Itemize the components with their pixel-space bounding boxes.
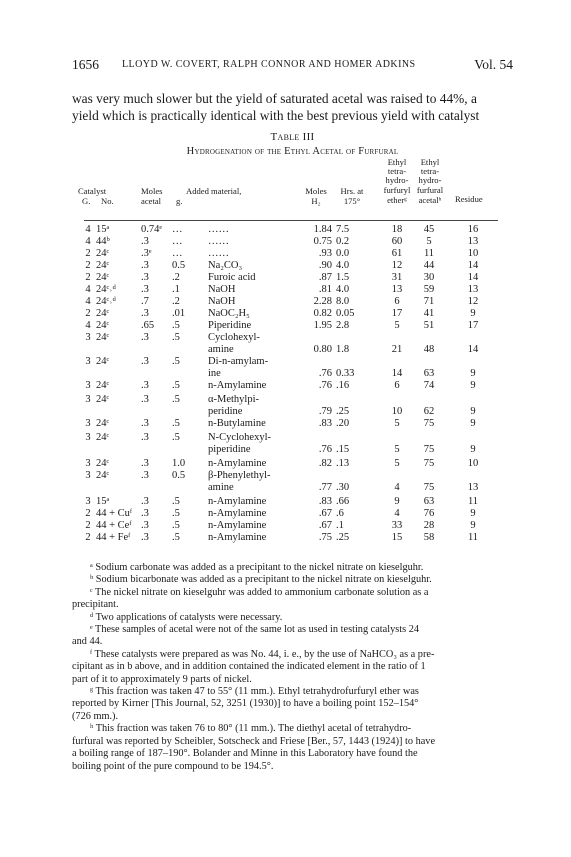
cell-group: 3	[85, 496, 91, 507]
cell-grams: .5	[172, 356, 180, 367]
cell-ether-yield: 17	[391, 308, 403, 319]
cell-moles-h2: 0.75	[313, 236, 332, 247]
cell-residue: 13	[467, 284, 479, 295]
cell-group: 2	[85, 260, 91, 271]
cell-acetal-yield: 63	[423, 496, 435, 507]
cell-catalyst-no: 15ᵃ	[96, 496, 110, 507]
header-added-material: Added material,	[186, 186, 242, 196]
cell-ether-yield: 5	[394, 418, 400, 429]
cell-catalyst-no: 24ᶜ	[96, 470, 110, 481]
cell-acetal-yield: 48	[423, 344, 435, 355]
cell-acetal-yield: 5	[426, 236, 432, 247]
cell-catalyst-no: 44 + Feᶠ	[96, 532, 131, 543]
cell-moles-h2: .76	[318, 380, 332, 391]
footnote-line: a boiling range of 187–190°. Bolander and Minne in this Laboratory have found the	[72, 748, 418, 760]
cell-acetal-yield: 62	[423, 406, 435, 417]
cell-added-material: piperidine	[208, 444, 251, 455]
cell-residue: 9	[470, 418, 476, 429]
cell-grams: .01	[172, 308, 186, 319]
cell-moles-acetal: .3	[141, 332, 149, 343]
cell-catalyst-no: 24ᶜ	[96, 432, 110, 443]
cell-moles-h2: .82	[318, 458, 332, 469]
cell-residue: 9	[470, 380, 476, 391]
cell-residue: 9	[470, 444, 476, 455]
cell-group: 2	[85, 520, 91, 531]
cell-residue: 17	[467, 320, 479, 331]
header-temp: 175°	[343, 196, 361, 206]
footnote-line: ᵈ Two applications of catalysts were necessary.	[90, 611, 283, 623]
cell-grams: .5	[172, 394, 180, 405]
footnote	[72, 562, 513, 574]
header-g-unit: g.	[176, 196, 183, 206]
cell-grams: 0.5	[172, 470, 186, 481]
cell-acetal-yield: 76	[423, 508, 435, 519]
running-head-authors: LLOYD W. COVERT, RALPH CONNOR AND HOMER ADKINS	[122, 59, 416, 70]
cell-moles-h2: .77	[318, 482, 332, 493]
header-no: No.	[101, 196, 114, 206]
cell-ether-yield: 13	[391, 284, 403, 295]
cell-group: 3	[85, 356, 91, 367]
cell-added-material: ……	[208, 248, 229, 259]
cell-acetal-yield: 63	[423, 368, 435, 379]
cell-grams: .5	[172, 320, 180, 331]
header-g: G.	[82, 196, 91, 206]
cell-moles-acetal: .3ᵉ	[141, 248, 152, 259]
cell-group: 3	[85, 394, 91, 405]
cell-added-material: peridine	[208, 406, 243, 417]
cell-residue: 10	[467, 248, 479, 259]
footnote-line: ᵇ Sodium bicarbonate was added as a precipitant to the nickel nitrate on kieselguhr.	[90, 574, 432, 586]
cell-catalyst-no: 44ᵇ	[96, 236, 110, 247]
cell-ether-yield: 12	[391, 260, 403, 271]
volume-number: Vol. 54	[474, 57, 513, 72]
cell-grams: 1.0	[172, 458, 186, 469]
cell-added-material: β-Phenylethyl-	[208, 470, 271, 481]
header-moles-h2: Moles	[305, 186, 327, 196]
cell-added-material: n-Amylamine	[208, 496, 267, 507]
cell-hours: .13	[336, 458, 350, 469]
cell-residue: 14	[467, 260, 479, 271]
cell-catalyst-no: 24ᶜ	[96, 260, 110, 271]
cell-ether-yield: 33	[391, 520, 403, 531]
cell-acetal-yield: 45	[423, 224, 435, 235]
cell-added-material: n-Amylamine	[208, 520, 267, 531]
cell-moles-acetal: .3	[141, 272, 149, 283]
cell-catalyst-no: 24ᶜ˒ᵈ	[96, 296, 116, 307]
table-label: Table III	[270, 131, 315, 143]
header-catalyst: Catalyst	[78, 186, 107, 196]
cell-acetal-yield: 59	[423, 284, 435, 295]
cell-ether-yield: 31	[391, 272, 403, 283]
cell-hours: 4.0	[336, 284, 350, 295]
cell-grams: …	[172, 236, 183, 247]
cell-catalyst-no: 24ᶜ	[96, 308, 110, 319]
cell-catalyst-no: 15ᵃ	[96, 224, 110, 235]
cell-added-material: Di-n-amylam-	[208, 356, 269, 367]
cell-moles-h2: .67	[318, 508, 332, 519]
cell-residue: 13	[467, 236, 479, 247]
cell-catalyst-no: 24ᶜ	[96, 458, 110, 469]
cell-moles-h2: 1.84	[313, 224, 332, 235]
header-acetal-line: hydro-	[418, 175, 442, 185]
footnote-line: part of it to approximately 9 parts of nickel.	[72, 673, 252, 685]
cell-moles-acetal: .3	[141, 356, 149, 367]
running-head	[72, 57, 513, 75]
cell-acetal-yield: 51	[423, 320, 435, 331]
cell-grams: .5	[172, 496, 180, 507]
cell-grams: 0.5	[172, 260, 186, 271]
cell-moles-h2: .83	[318, 418, 332, 429]
cell-hours: .16	[336, 380, 350, 391]
cell-group: 3	[85, 458, 91, 469]
footnote-line: reported by Kirner [This Journal, 52, 3251 (1930)] to have a boiling point 152–154°	[72, 698, 419, 710]
cell-acetal-yield: 75	[423, 418, 435, 429]
cell-residue: 9	[470, 308, 476, 319]
cell-moles-h2: 0.80	[313, 344, 332, 355]
cell-ether-yield: 15	[391, 532, 403, 543]
table-title: Hydrogenation of the Ethyl Acetal of Furfural	[186, 146, 399, 157]
cell-hours: 1.5	[336, 272, 350, 283]
header-acetal-line: Ethyl	[420, 157, 440, 167]
footnote-line: (726 mm.).	[72, 710, 119, 722]
footnote	[72, 686, 513, 723]
cell-acetal-yield: 75	[423, 458, 435, 469]
cell-hours: .20	[336, 418, 350, 429]
cell-ether-yield: 4	[394, 508, 400, 519]
header-h2: H₂	[311, 196, 321, 206]
cell-hours: .15	[336, 444, 350, 455]
cell-group: 2	[85, 248, 91, 259]
cell-hours: .6	[336, 508, 344, 519]
cell-grams: …	[172, 224, 183, 235]
footnote-line: ᵉ These samples of acetal were not of the same lot as used in testing catalysts 24	[90, 624, 419, 636]
cell-added-material: n-Amylamine	[208, 380, 267, 391]
cell-moles-acetal: .3	[141, 470, 149, 481]
cell-moles-acetal: .3	[141, 236, 149, 247]
cell-moles-h2: .76	[318, 368, 332, 379]
cell-catalyst-no: 24ᶜ	[96, 332, 110, 343]
header-acetal-line: acetalʰ	[418, 195, 442, 205]
cell-acetal-yield: 58	[423, 532, 435, 543]
cell-moles-acetal: .7	[141, 296, 149, 307]
cell-ether-yield: 6	[394, 380, 400, 391]
cell-group: 4	[85, 284, 91, 295]
cell-group: 2	[85, 308, 91, 319]
cell-moles-acetal: .65	[141, 320, 155, 331]
cell-residue: 14	[467, 344, 479, 355]
header-ether-line: Ethyl	[387, 157, 407, 167]
cell-moles-h2: .90	[318, 260, 332, 271]
header-ether-line: tetra-	[387, 166, 407, 176]
cell-added-material: Na₂CO₃	[208, 260, 243, 271]
cell-moles-h2: .87	[318, 272, 332, 283]
header-hrs: Hrs. at	[340, 186, 364, 196]
cell-moles-h2: 2.28	[313, 296, 332, 307]
cell-moles-h2: .83	[318, 496, 332, 507]
cell-moles-h2: 1.95	[313, 320, 332, 331]
cell-ether-yield: 5	[394, 444, 400, 455]
cell-moles-acetal: .3	[141, 260, 149, 271]
footnote-line: furfural was reported by Scheibler, Sotscheck and Friese [Ber., 57, 1443 (1924)] to have	[72, 735, 436, 747]
cell-grams: .5	[172, 418, 180, 429]
cell-group: 4	[85, 236, 91, 247]
header-ether-line: hydro-	[385, 175, 409, 185]
footnote	[72, 624, 513, 649]
cell-catalyst-no: 24ᶜ	[96, 320, 110, 331]
cell-acetal-yield: 74	[423, 380, 435, 391]
cell-moles-h2: 0.82	[313, 308, 332, 319]
footnote	[72, 574, 513, 586]
cell-added-material: Piperidine	[208, 320, 252, 331]
cell-hours: .1	[336, 520, 344, 531]
cell-moles-acetal: .3	[141, 380, 149, 391]
cell-added-material: α-Methylpi-	[208, 394, 259, 405]
cell-ether-yield: 60	[391, 236, 403, 247]
cell-added-material: n-Amylamine	[208, 508, 267, 519]
body-paragraph	[72, 90, 513, 124]
cell-residue: 14	[467, 272, 479, 283]
cell-moles-acetal: .3	[141, 458, 149, 469]
cell-grams: .2	[172, 296, 180, 307]
cell-moles-acetal: 0.74ᵉ	[141, 224, 163, 235]
cell-ether-yield: 6	[394, 296, 400, 307]
cell-moles-h2: .81	[318, 284, 332, 295]
cell-residue: 11	[467, 532, 479, 543]
cell-grams: .5	[172, 432, 180, 443]
body-line: yield which is practically identical with the best previous yield with catalyst	[72, 108, 480, 123]
cell-acetal-yield: 75	[423, 444, 435, 455]
cell-group: 4	[85, 224, 91, 235]
cell-moles-acetal: .3	[141, 508, 149, 519]
cell-acetal-yield: 28	[423, 520, 435, 531]
page-number: 1656	[72, 57, 99, 72]
footnote-line: ᶠ These catalysts were prepared as was No. 44, i. e., by the use of NaHCO₃ as a pre-	[90, 648, 435, 660]
cell-moles-h2: .75	[318, 532, 332, 543]
cell-group: 3	[85, 380, 91, 391]
header-moles: Moles	[141, 186, 163, 196]
cell-hours: 0.05	[336, 308, 355, 319]
cell-group: 4	[85, 296, 91, 307]
cell-moles-acetal: .3	[141, 496, 149, 507]
cell-acetal-yield: 71	[423, 296, 435, 307]
header-acetal-line: furfural	[416, 185, 444, 195]
cell-added-material: ine	[208, 368, 221, 379]
cell-catalyst-no: 24ᶜ	[96, 248, 110, 259]
cell-added-material: n-Amylamine	[208, 458, 267, 469]
cell-added-material: Cyclohexyl-	[208, 332, 260, 343]
cell-hours: .25	[336, 406, 350, 417]
cell-moles-h2: .76	[318, 444, 332, 455]
cell-grams: .5	[172, 532, 180, 543]
cell-acetal-yield: 30	[423, 272, 435, 283]
cell-added-material: N-Cyclohexyl-	[208, 432, 271, 443]
header-acetal: acetal	[141, 196, 162, 206]
cell-ether-yield: 5	[394, 320, 400, 331]
cell-ether-yield: 10	[391, 406, 403, 417]
cell-ether-yield: 9	[394, 496, 400, 507]
footnote-line: precipitant.	[72, 599, 119, 611]
cell-added-material: ……	[208, 224, 229, 235]
cell-ether-yield: 4	[394, 482, 400, 493]
header-acetal-line: tetra-	[420, 166, 440, 176]
cell-catalyst-no: 44 + Cuᶠ	[96, 508, 133, 519]
cell-added-material: amine	[208, 344, 234, 355]
cell-acetal-yield: 75	[423, 482, 435, 493]
cell-moles-h2: .67	[318, 520, 332, 531]
cell-moles-acetal: .3	[141, 418, 149, 429]
cell-grams: .1	[172, 284, 180, 295]
cell-acetal-yield: 41	[423, 308, 435, 319]
cell-acetal-yield: 44	[423, 260, 435, 271]
cell-hours: .30	[336, 482, 350, 493]
cell-residue: 9	[470, 508, 476, 519]
cell-moles-acetal: .3	[141, 284, 149, 295]
footnote-line: ᵍ This fraction was taken 47 to 55° (11 mm.). Ethyl tetrahydrofurfuryl ether was	[90, 686, 419, 698]
cell-group: 3	[85, 332, 91, 343]
cell-moles-acetal: .3	[141, 532, 149, 543]
cell-hours: 2.8	[336, 320, 350, 331]
header-residue: Residue	[455, 194, 483, 204]
cell-residue: 9	[470, 368, 476, 379]
cell-moles-acetal: .3	[141, 394, 149, 405]
footnotes	[72, 562, 513, 773]
cell-hours: .66	[336, 496, 350, 507]
cell-residue: 9	[470, 406, 476, 417]
cell-grams: .2	[172, 272, 180, 283]
cell-catalyst-no: 24ᶜ	[96, 272, 110, 283]
footnote	[72, 723, 513, 773]
cell-hours: 1.8	[336, 344, 350, 355]
cell-added-material: NaOC₂H₅	[208, 308, 250, 319]
cell-grams: .5	[172, 508, 180, 519]
cell-residue: 12	[467, 296, 479, 307]
cell-group: 2	[85, 532, 91, 543]
cell-residue: 11	[467, 496, 479, 507]
cell-catalyst-no: 24ᶜ	[96, 418, 110, 429]
cell-added-material: n-Butylamine	[208, 418, 266, 429]
cell-hours: 0.33	[336, 368, 355, 379]
cell-ether-yield: 18	[391, 224, 403, 235]
footnote-line: and 44.	[72, 636, 103, 648]
cell-group: 3	[85, 470, 91, 481]
cell-acetal-yield: 11	[423, 248, 435, 259]
cell-moles-h2: .93	[318, 248, 332, 259]
cell-group: 4	[85, 320, 91, 331]
footnote	[72, 649, 513, 686]
cell-residue: 10	[467, 458, 479, 469]
cell-moles-h2: .79	[318, 406, 332, 417]
cell-group: 3	[85, 432, 91, 443]
cell-catalyst-no: 44 + Ceᶠ	[96, 520, 132, 531]
cell-ether-yield: 21	[391, 344, 403, 355]
footnote	[72, 587, 513, 612]
cell-added-material: amine	[208, 482, 234, 493]
cell-residue: 16	[467, 224, 479, 235]
cell-residue: 9	[470, 520, 476, 531]
cell-moles-acetal: .3	[141, 308, 149, 319]
header-rule	[84, 220, 498, 221]
cell-group: 3	[85, 418, 91, 429]
cell-grams: .5	[172, 332, 180, 343]
cell-residue: 13	[467, 482, 479, 493]
cell-grams: …	[172, 248, 183, 259]
cell-grams: .5	[172, 520, 180, 531]
footnote-line: ᶜ The nickel nitrate on kieselguhr was added to ammonium carbonate solution as a	[90, 586, 429, 598]
cell-catalyst-no: 24ᶜ	[96, 394, 110, 405]
cell-hours: 7.5	[336, 224, 350, 235]
cell-hours: 0.0	[336, 248, 350, 259]
cell-added-material: Furoic acid	[208, 272, 256, 283]
footnote-line: ᵃ Sodium carbonate was added as a precipitant to the nickel nitrate on kieselguhr.	[90, 562, 424, 573]
cell-hours: 0.2	[336, 236, 350, 247]
body-line: was very much slower but the yield of saturated acetal was raised to 44%, a	[72, 91, 477, 106]
cell-ether-yield: 61	[391, 248, 403, 259]
cell-added-material: NaOH	[208, 296, 236, 307]
cell-catalyst-no: 24ᶜ	[96, 380, 110, 391]
cell-group: 2	[85, 508, 91, 519]
header-ether-line: etherᵍ	[387, 195, 407, 205]
cell-moles-acetal: .3	[141, 432, 149, 443]
cell-added-material: ……	[208, 236, 229, 247]
cell-catalyst-no: 24ᶜ	[96, 356, 110, 367]
cell-added-material: n-Amylamine	[208, 532, 267, 543]
footnote-line: ʰ This fraction was taken 76 to 80° (11 mm.). The diethyl acetal of tetrahydro-	[90, 723, 412, 735]
cell-grams: .5	[172, 380, 180, 391]
footnote-line: boiling point of the pure compound to be 194.5°.	[72, 760, 274, 772]
cell-added-material: NaOH	[208, 284, 236, 295]
cell-catalyst-no: 24ᶜ˒ᵈ	[96, 284, 116, 295]
footnote-line: cipitant as in b above, and in addition contained the indicated element in the ratio of 1	[72, 661, 426, 673]
footnote	[72, 612, 513, 624]
cell-ether-yield: 14	[391, 368, 403, 379]
cell-hours: .25	[336, 532, 350, 543]
cell-moles-acetal: .3	[141, 520, 149, 531]
cell-group: 2	[85, 272, 91, 283]
cell-hours: 8.0	[336, 296, 350, 307]
cell-ether-yield: 5	[394, 458, 400, 469]
header-ether-line: furfuryl	[383, 185, 411, 195]
cell-hours: 4.0	[336, 260, 350, 271]
